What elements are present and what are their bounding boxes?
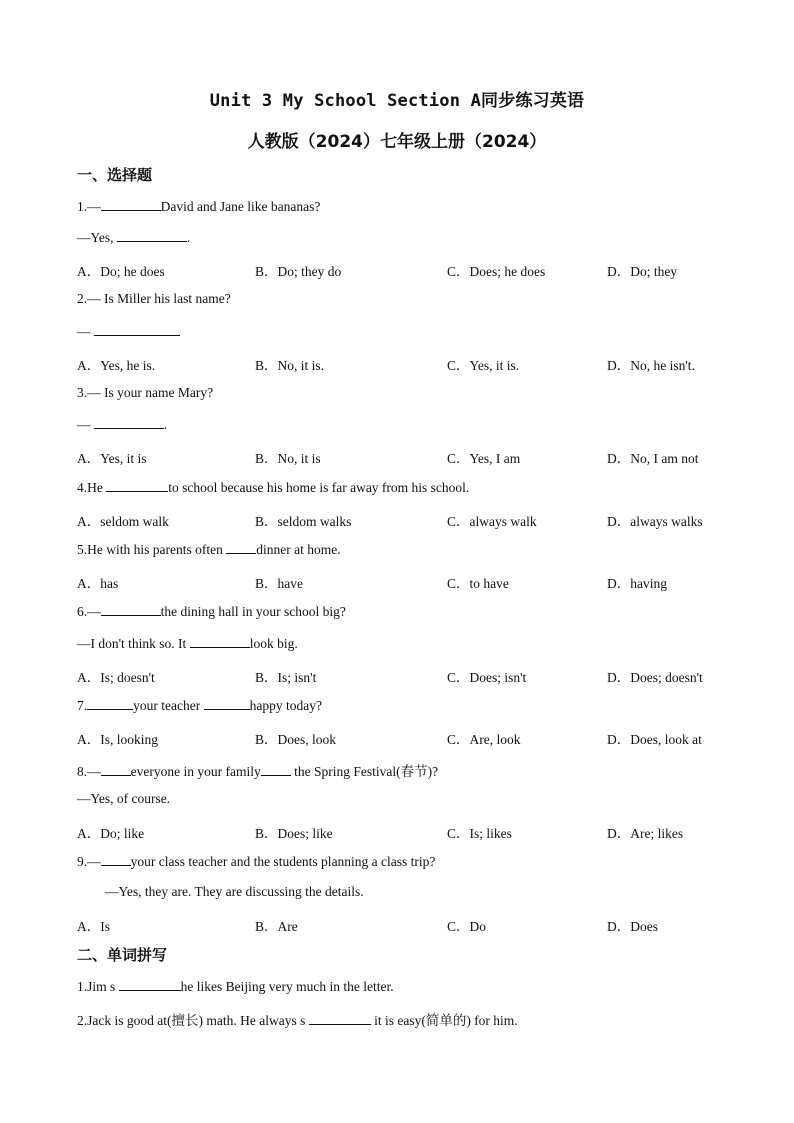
option-c: C．always walk <box>447 514 537 529</box>
answer-blank <box>309 1012 371 1025</box>
answer-blank <box>226 541 256 554</box>
answer-blank <box>204 697 250 710</box>
title-chinese: 同步练习英语 <box>481 91 585 111</box>
option-b: B．have <box>255 576 303 591</box>
question-6-reply: —I don't think so. It look big. <box>77 636 298 651</box>
option-b: B．Are <box>255 919 298 934</box>
option-a: A．Yes, he is. <box>77 358 156 373</box>
question-6-stem: 6.— the dining hall in your school big? <box>77 604 346 619</box>
option-d: D．No, I am not <box>607 451 699 466</box>
question-9-stem: 9.— your class teacher and the students planning a class trip? <box>77 854 436 869</box>
option-d: D．Does, look at <box>607 732 702 747</box>
answer-blank <box>101 198 161 211</box>
question-4-stem: 4.He to school because his home is far away from his school. <box>77 480 470 495</box>
option-b: B．Does, look <box>255 732 336 747</box>
option-d: D．No, he isn't. <box>607 358 695 373</box>
option-a: A．has <box>77 576 119 591</box>
question-5-stem: 5.He with his parents often dinner at home. <box>77 542 341 557</box>
option-c: C．Are, look <box>447 732 521 747</box>
question-3-stem: 3.— Is your name Mary? <box>77 385 214 400</box>
option-a: A．Is <box>77 919 110 934</box>
spelling-question-2: 2.Jack is good at(擅长) math. He always s it is easy(简单的) for him. <box>77 1013 518 1028</box>
section-heading-spelling: 二、单词拼写 <box>77 946 168 964</box>
answer-blank <box>119 978 181 991</box>
option-a: A．Is; doesn't <box>77 670 155 685</box>
answer-blank <box>190 635 250 648</box>
option-a: A．seldom walk <box>77 514 169 529</box>
option-d: D．having <box>607 576 667 591</box>
question-8-reply: —Yes, of course. <box>77 791 171 806</box>
answer-blank <box>101 603 161 616</box>
option-b: B．Do; they do <box>255 264 342 279</box>
question-2-reply: — <box>77 323 180 340</box>
answer-blank <box>94 323 180 336</box>
option-c: C．Is; likes <box>447 826 512 841</box>
spelling-question-1: 1.Jim s he likes Beijing very much in the letter. <box>77 979 394 994</box>
answer-blank <box>94 416 164 429</box>
question-9-reply: —Yes, they are. They are discussing the details. <box>105 884 364 899</box>
option-c: C．to have <box>447 576 509 591</box>
answer-blank <box>261 763 291 776</box>
title-english: Unit 3 My School Section A <box>209 91 482 111</box>
worksheet-subtitle: 人教版（2024）七年级上册（2024） <box>247 132 547 152</box>
option-c: C．Yes, it is. <box>447 358 520 373</box>
question-3-reply: — . <box>77 417 168 432</box>
option-a: A．Yes, it is <box>77 451 147 466</box>
option-b: B．No, it is <box>255 451 321 466</box>
answer-blank <box>106 479 168 492</box>
section-heading-choice: 一、选择题 <box>77 166 153 184</box>
option-d: D．always walks <box>607 514 703 529</box>
question-1-stem: 1.— David and Jane like bananas? <box>77 199 321 214</box>
option-a: A．Do; like <box>77 826 145 841</box>
option-b: B．Does; like <box>255 826 333 841</box>
worksheet-title <box>0 86 794 111</box>
option-d: D．Does <box>607 919 658 934</box>
option-b: B．Is; isn't <box>255 670 317 685</box>
option-c: C．Do <box>447 919 487 934</box>
option-d: D．Are; likes <box>607 826 684 841</box>
option-b: B．No, it is. <box>255 358 325 373</box>
question-2-stem: 2.— Is Miller his last name? <box>77 291 231 306</box>
option-a: A．Is, looking <box>77 732 158 747</box>
option-d: D．Does; doesn't <box>607 670 703 685</box>
option-c: C．Does; isn't <box>447 670 527 685</box>
option-c: C．Yes, I am <box>447 451 521 466</box>
question-8-stem: 8.— everyone in your family the Spring Festival(春节)? <box>77 764 439 779</box>
answer-blank <box>101 763 131 776</box>
answer-blank <box>117 229 187 242</box>
answer-blank <box>87 697 133 710</box>
question-7-stem: 7. your teacher happy today? <box>77 698 322 713</box>
question-1-reply: —Yes, . <box>77 230 191 245</box>
option-d: D．Do; they <box>607 264 678 279</box>
answer-blank <box>101 853 131 866</box>
option-a: A．Do; he does <box>77 264 165 279</box>
option-c: C．Does; he does <box>447 264 546 279</box>
option-b: B．seldom walks <box>255 514 352 529</box>
